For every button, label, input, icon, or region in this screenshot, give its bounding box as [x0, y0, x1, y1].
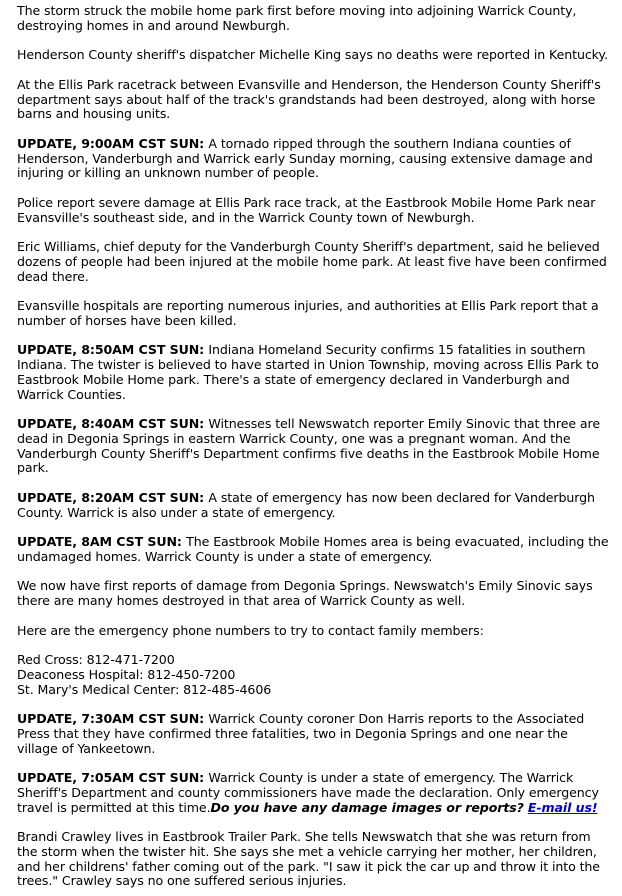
damage-report-prompt: Do you have any damage images or reports? [210, 799, 524, 815]
paragraph-text: Warrick County coroner Don Harris reports to the Associated Press that they have confirmed three fatalities, two in Degonia Springs and one near the village of Yankeetown. [17, 711, 585, 756]
paragraph-text: The Eastbrook Mobile Homes area is being evacuated, including the undamaged homes. Warrick County is under a state of emergency. [17, 534, 609, 564]
phone-list [17, 653, 612, 697]
update-timestamp: UPDATE, 9:00AM CST SUN: [17, 135, 205, 151]
update-timestamp: UPDATE, 8:40AM CST SUN: [17, 416, 205, 431]
update-timestamp: UPDATE, 7:05AM CST SUN: [17, 770, 205, 785]
paragraph-text: Witnesses tell Newswatch reporter Emily Sinovic that three are dead in Degonia Springs in eastern Warrick County, one was a pregnant woman. And the Vanderburgh County Sheriff's Department confirms five deaths in the Eastbrook Mobile Home park. [17, 416, 600, 476]
paragraph-text: Evansville hospitals are reporting numerous injuries, and authorities at Ellis Park report that a number of horses have been killed. [17, 298, 599, 328]
paragraph-text: Brandi Crawley lives in Eastbrook Trailer Park. She tells Newswatch that she was return from the storm when the twister hit. She says she met a vehicle carrying her mother, her children, and her childrens' father coming out of the park. "I saw it pick the car up and throw it into the trees." Crawley says no one suffered serious injuries. [17, 829, 600, 889]
paragraph [17, 48, 612, 63]
paragraph-text: We now have first reports of damage from Degonia Springs. Newswatch's Emily Sinovic says there are many homes destroyed in that area of Warrick County as well. [17, 578, 593, 608]
update-paragraph [17, 535, 612, 565]
update-paragraph [17, 417, 612, 476]
phone-st-marys-medical-center: St. Mary's Medical Center: 812-485-4606 [17, 681, 272, 697]
paragraph [17, 830, 612, 889]
update-paragraph [17, 491, 612, 521]
update-paragraph [17, 712, 612, 756]
paragraph-text: A state of emergency has now been declared for Vanderburgh County. Warrick is also under a state of emergency. [17, 489, 595, 520]
paragraph [17, 4, 612, 34]
paragraph-text: Henderson County sheriff's dispatcher Michelle King says no deaths were reported in Kentucky. [17, 47, 608, 63]
update-paragraph [17, 771, 612, 815]
paragraph-text: Police report severe damage at Ellis Park race track, at the Eastbrook Mobile Home Park near Evansville's southeast side, and in the Warrick County town of Newburgh. [17, 194, 596, 225]
paragraph-text: At the Ellis Park racetrack between Evansville and Henderson, the Henderson County Sheriff's department says about half of the track's grandstands had been destroyed, along with horse barns and housing units. [17, 76, 601, 122]
paragraph-text: Warrick County is under a state of emergency. The Warrick Sheriff's Department and county commissioners have made the declaration. Only emergency travel is permitted at this time. [17, 770, 599, 815]
phone-deaconess-hospital: Deaconess Hospital: 812-450-7200 [17, 666, 236, 682]
update-timestamp: UPDATE, 8:20AM CST SUN: [17, 489, 205, 505]
update-timestamp: UPDATE, 8:50AM CST SUN: [17, 342, 205, 358]
update-paragraph [17, 137, 612, 181]
paragraph [17, 299, 612, 329]
update-timestamp: UPDATE, 7:30AM CST SUN: [17, 711, 205, 726]
email-us-link[interactable]: E-mail us! [527, 799, 598, 815]
paragraph [17, 624, 612, 639]
paragraph-text: Eric Williams, chief deputy for the Vanderburgh County Sheriff's department, said he believed dozens of people had been injured at the mobile home park. At least five have been confirmed dead there. [17, 239, 607, 284]
update-timestamp: UPDATE, 8AM CST SUN: [17, 534, 182, 549]
paragraph-text: Here are the emergency phone numbers to try to contact family members: [17, 622, 484, 638]
paragraph [17, 78, 612, 122]
phone-red-cross: Red Cross: 812-471-7200 [17, 652, 175, 667]
paragraph-text: Indiana Homeland Security confirms 15 fatalities in southern Indiana. The twister is believed to have started in Union Township, moving across Ellis Park to Eastbrook Mobile Home park. There's a state of emergency declared in Vanderburgh and Warrick Counties. [17, 342, 599, 402]
paragraph-text: The storm struck the mobile home park first before moving into adjoining Warrick County, destroying homes in and around Newburgh. [17, 3, 577, 33]
paragraph-text: A tornado ripped through the southern Indiana counties of Henderson, Vanderburgh and Warrick early Sunday morning, causing extensive damage and injuring or killing an unknown number of people. [17, 135, 593, 181]
paragraph [17, 196, 612, 226]
paragraph [17, 240, 612, 284]
update-paragraph [17, 343, 612, 402]
paragraph [17, 579, 612, 609]
